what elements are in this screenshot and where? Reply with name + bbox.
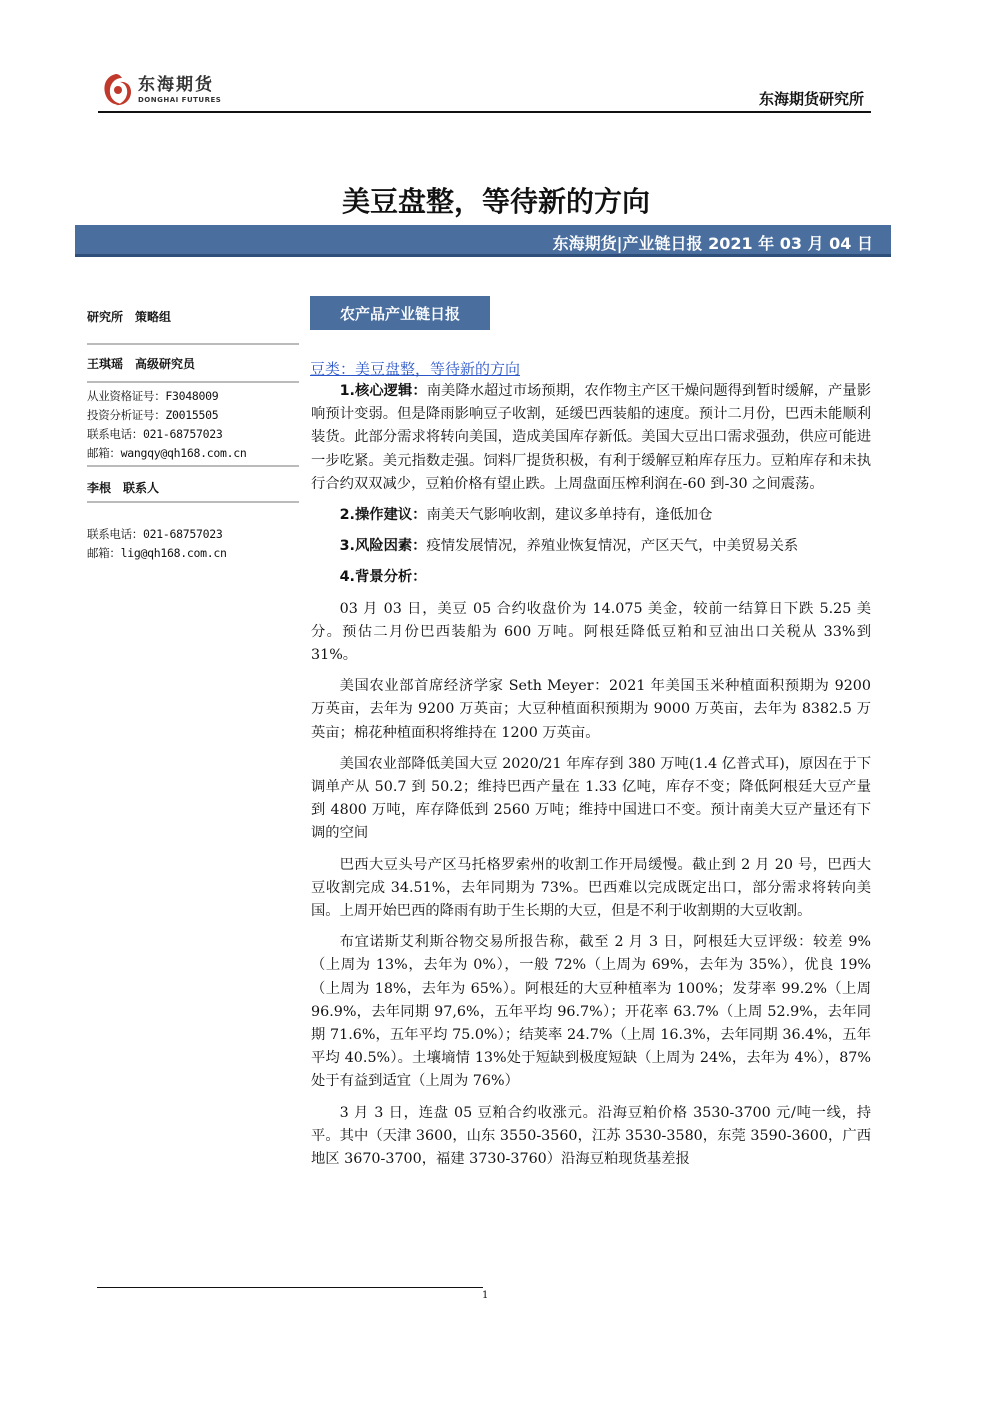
risk-text: 疫情发展情况，养殖业恢复情况，产区天气，中美贸易关系 xyxy=(426,538,799,555)
contact-name: 李根 联系人 xyxy=(87,481,160,495)
author-sidebar xyxy=(87,300,299,563)
body-paragraph: 布宜诺斯艾利斯谷物交易所报告称，截至 2 月 3 日，阿根廷大豆评级：较差 9%（上周为 13%，去年为 0%），一般 72%（上周为 69%，去年为 35%），优良 19%（上周为 18%，去年为 65%）。阿根廷的大豆种植率为 100%；发芽率 99.2%（上周 96.9%，去年同期 97,6%，五年平均 96.7%）；开花率 63.7%（上周 52.9%，去年同期 71.6%，五年平均 75.0%）；结荚率 24.7%（上周 16.3%，去年同期 36.4%，五年平均 40.5%）。土壤墒情 13%处于短缺到极度短缺（上周为 24%，去年为 4%），87%处于有益到适宜（上周为 76%） xyxy=(311,934,871,1090)
background-label: 4.背景分析： xyxy=(339,569,427,586)
advice-label: 2.操作建议： xyxy=(339,507,427,524)
analyst-phone: 联系电话：021-68757023 xyxy=(87,427,223,441)
sidebar-contact-block xyxy=(87,465,299,503)
risk-paragraph xyxy=(311,535,871,558)
contact-phone: 联系电话：021-68757023 xyxy=(87,527,223,541)
logo-cn-text: 东海期货 xyxy=(138,75,214,95)
report-banner xyxy=(75,225,891,257)
banner-text: 东海期货|产业链日报 2021 年 03 月 04 日 xyxy=(552,234,873,253)
footer-divider xyxy=(97,1287,483,1288)
page-number: 1 xyxy=(482,1290,489,1301)
section-tag: 农产品产业链日报 xyxy=(310,296,490,330)
advice-paragraph xyxy=(311,504,871,527)
contact-email[interactable]: 邮箱：lig@qh168.com.cn xyxy=(87,546,227,560)
sidebar-dept: 研究所 策略组 xyxy=(87,310,172,324)
sidebar-dept-block xyxy=(87,300,299,345)
report-title: 美豆盘整，等待新的方向 xyxy=(341,185,650,218)
analyst-email[interactable]: 邮箱：wangqy@qh168.com.cn xyxy=(87,446,247,460)
company-logo xyxy=(98,68,238,112)
core-logic-paragraph xyxy=(311,380,871,496)
report-body xyxy=(311,380,871,1171)
core-logic-label: 1.核心逻辑： xyxy=(339,383,427,399)
analyst-license: 从业资格证号：F3048009 xyxy=(87,389,219,403)
core-logic-text: 南美降水超过市场预期，农作物主产区干燥问题得到暂时缓解，产量影响预计变弱。但是降雨影响豆子收割，延缓巴西装船的速度。预计二月份，巴西未能顺利装货。此部分需求将转向美国，造成美国库存新低。美国大豆出口需求强劲，供应可能进一步吃紧。美元指数走强。饲料厂提货积极，有利于缓解豆粕库存压力。豆粕库存和未执行合约双双减少，豆粕价格有望止跌。上周盘面压榨利润在-60 到-30 之间震荡。 xyxy=(311,383,871,492)
background-heading xyxy=(311,566,871,589)
donghai-logo-icon xyxy=(98,70,134,110)
body-paragraph: 03 月 03 日，美豆 05 合约收盘价为 14.075 美金，较前一结算日下跌 5.25 美分。预估二月份巴西装船为 600 万吨。阿根廷降低豆粕和豆油出口关税从 33%到 31%。 xyxy=(311,600,871,664)
analyst-details xyxy=(87,383,299,463)
analyst-invest-license: 投资分析证号：Z0015505 xyxy=(87,408,219,422)
contact-details xyxy=(87,503,299,563)
sidebar-analyst-block xyxy=(87,345,299,383)
body-paragraph: 美国农业部首席经济学家 Seth Meyer：2021 年美国玉米种植面积预期为 9200 万英亩，去年为 9200 万英亩；大豆种植面积预期为 9000 万英亩，去年为 8382.5 万英亩；棉花种植面积将维持在 1200 万英亩。 xyxy=(311,678,871,741)
topic-link[interactable]: 豆类：美豆盘整，等待新的方向 xyxy=(310,360,521,378)
header-divider xyxy=(98,111,871,113)
body-paragraph: 巴西大豆头号产区马托格罗索州的收割工作开局缓慢。截止到 2 月 20 号，巴西大豆收割完成 34.51%，去年同期为 73%。巴西难以完成既定出口，部分需求将转向美国。上周开始巴西的降雨有助于生长期的大豆，但是不利于收割期的大豆收割。 xyxy=(311,856,871,920)
risk-label: 3.风险因素： xyxy=(339,538,427,555)
body-paragraph: 3 月 3 日，连盘 05 豆粕合约收涨元。沿海豆粕价格 3530-3700 元/吨一线，持平。其中（天津 3600，山东 3550-3560，江苏 3530-3580，东莞 3590-3600，广西地区 3670-3700，福建 3730-3760）沿海豆粕现货基差报 xyxy=(311,1104,871,1168)
advice-text: 南美天气影响收割，建议多单持有，逢低加仓 xyxy=(426,507,713,524)
logo-en-text: DONGHAI FUTURES xyxy=(138,96,222,104)
body-paragraph: 美国农业部降低美国大豆 2020/21 年库存到 380 万吨(1.4 亿普式耳)，原因在于下调单产从 50.7 到 50.2；维持巴西产量在 1.33 亿吨，库存不变；降低阿根廷大豆产量到 4800 万吨，库存降低到 2560 万吨；维持中国进口不变。预计南美大豆产量还有下调的空间 xyxy=(311,755,871,842)
analyst-name: 王琪瑶 高级研究员 xyxy=(87,357,196,371)
institute-name: 东海期货研究所 xyxy=(758,90,864,108)
